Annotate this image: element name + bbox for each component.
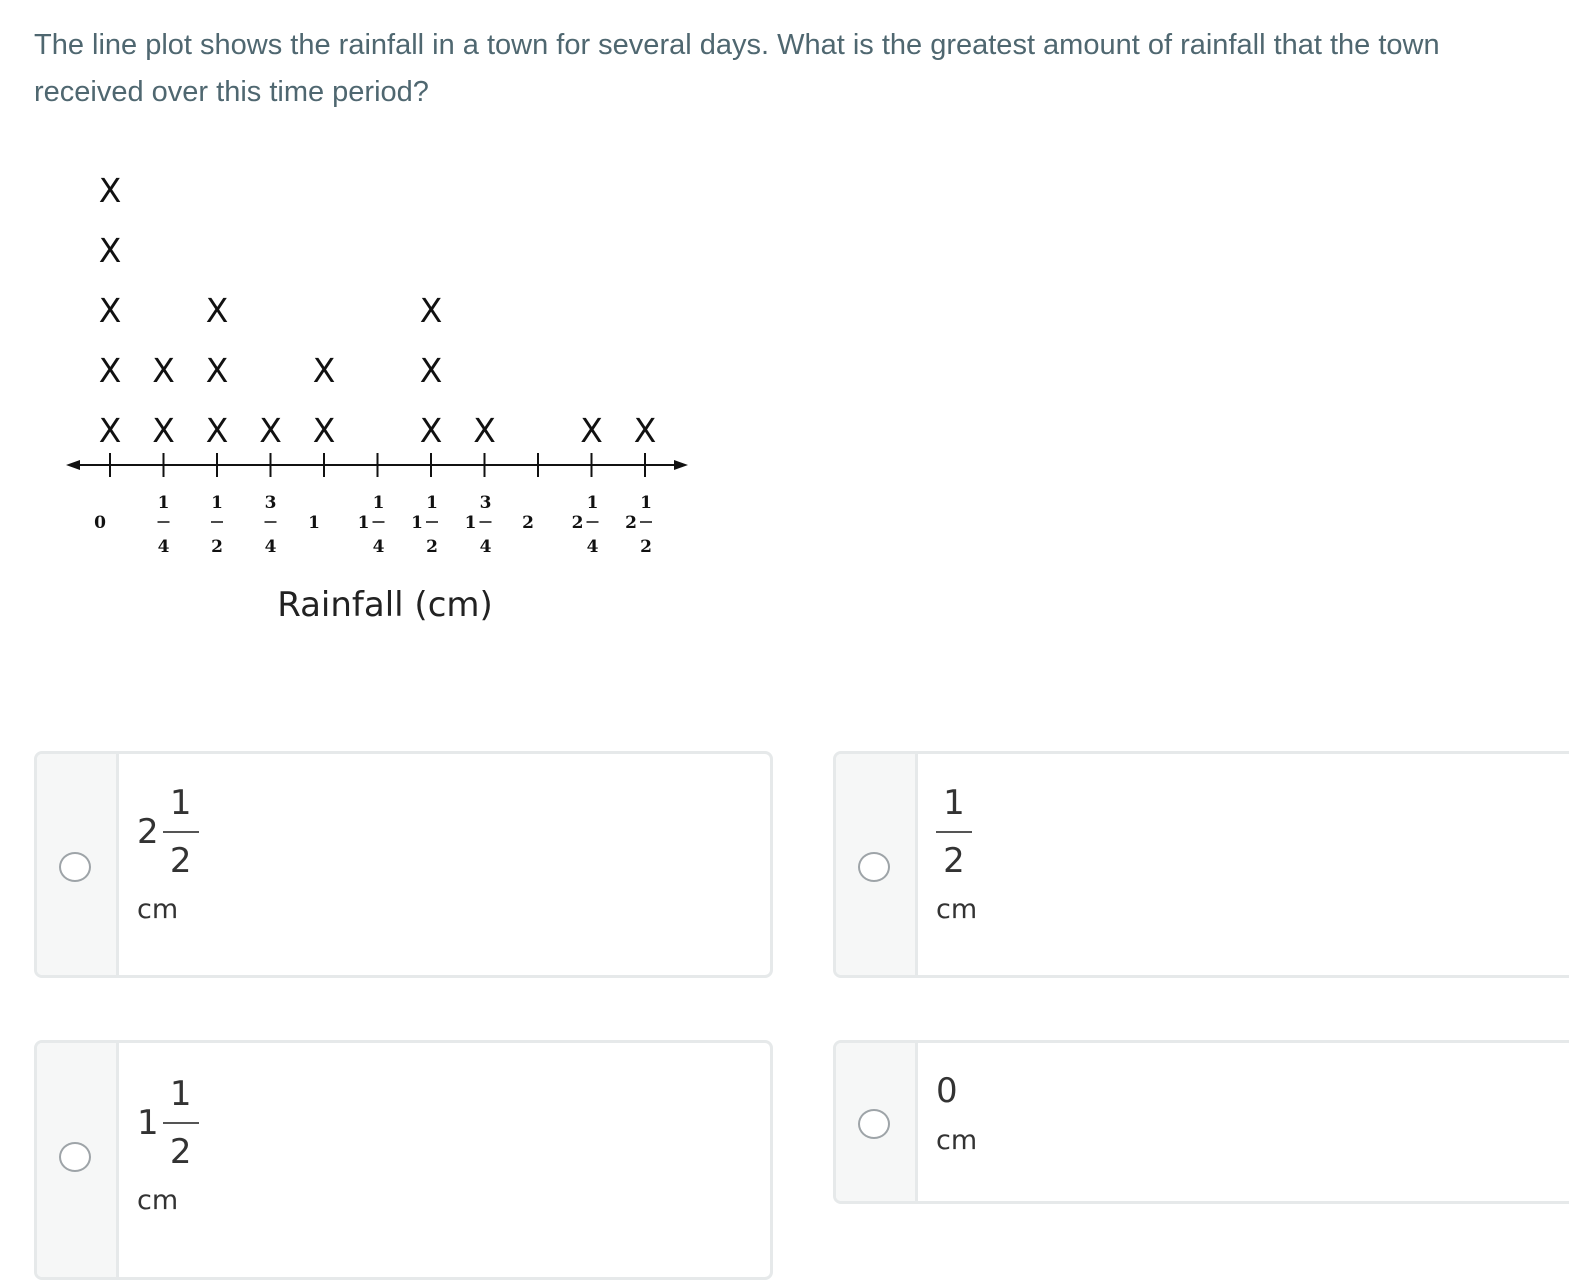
option-a-whole: 2 — [137, 812, 159, 852]
data-mark: X — [473, 411, 496, 450]
tick-label-numerator: 1 — [211, 493, 223, 513]
tick-label-denominator: 4 — [479, 537, 492, 557]
radio-button-c[interactable] — [59, 1142, 91, 1172]
tick-label-numerator: 3 — [479, 493, 492, 513]
tick-label-denominator: 2 — [426, 537, 438, 557]
option-d-value: 0 — [936, 1071, 958, 1111]
option-a-denominator: 2 — [169, 841, 192, 881]
tick-label: 2 — [522, 513, 534, 533]
radio-button-a[interactable] — [59, 852, 91, 882]
data-mark: X — [419, 291, 443, 330]
tick-label-whole: 1 — [357, 513, 370, 533]
tick-label-numerator: 1 — [372, 493, 385, 513]
radio-column — [37, 1043, 119, 1277]
data-mark: X — [98, 351, 122, 390]
tick-label-denominator: 4 — [264, 537, 277, 557]
option-c-unit: cm — [137, 1185, 179, 1216]
right-arrow-icon — [674, 460, 688, 470]
tick-label-numerator: 1 — [426, 493, 438, 513]
tick-label-denominator: 4 — [157, 537, 170, 557]
fraction-bar — [163, 831, 199, 833]
radio-column — [836, 754, 918, 975]
option-b-unit: cm — [936, 894, 978, 925]
answer-option-d[interactable] — [833, 1040, 1569, 1204]
data-mark: X — [312, 411, 336, 450]
tick-label-numerator: 3 — [264, 493, 277, 513]
line-plot — [60, 165, 710, 635]
data-mark: X — [205, 351, 229, 390]
line-plot-svg — [60, 165, 710, 585]
radio-button-d[interactable] — [858, 1109, 890, 1139]
option-b-denominator: 2 — [943, 841, 965, 881]
option-a-numerator: 1 — [169, 783, 192, 823]
answer-option-c[interactable] — [34, 1040, 773, 1280]
option-a-fraction — [163, 783, 199, 881]
data-mark: X — [633, 411, 657, 450]
tick-label-whole: 2 — [571, 513, 584, 533]
option-b-numerator: 1 — [943, 783, 965, 823]
tick-label-denominator: 4 — [372, 537, 385, 557]
radio-column — [836, 1043, 918, 1201]
option-c-numerator: 1 — [169, 1074, 192, 1114]
data-mark: X — [205, 411, 229, 450]
data-mark: X — [98, 411, 122, 450]
option-c-denominator: 2 — [169, 1132, 192, 1172]
answer-option-a[interactable] — [34, 751, 773, 978]
option-b-value — [936, 782, 977, 882]
tick-label-numerator: 1 — [586, 493, 599, 513]
tick-label-numerator: 1 — [157, 493, 170, 513]
x-axis-title: Rainfall (cm) — [277, 585, 493, 625]
option-d-unit: cm — [936, 1125, 978, 1156]
option-a-unit: cm — [137, 894, 179, 925]
data-mark: X — [580, 411, 603, 450]
tick-label-whole: 1 — [411, 513, 423, 533]
data-mark: X — [419, 351, 443, 390]
tick-label-denominator: 2 — [211, 537, 223, 557]
option-c-fraction — [163, 1074, 199, 1172]
question-text: The line plot shows the rainfall in a town for several days. What is the greatest amount of rainfall that the town received over this time period? — [34, 29, 1440, 108]
fraction-bar — [163, 1122, 199, 1124]
data-mark: X — [312, 351, 336, 390]
option-c-value — [137, 1073, 199, 1173]
data-mark: X — [152, 351, 175, 390]
tick-label-numerator: 1 — [640, 493, 652, 513]
option-a-value — [137, 782, 199, 882]
tick-label: 1 — [308, 513, 320, 533]
left-arrow-icon — [66, 460, 80, 470]
fraction-bar — [936, 831, 972, 833]
data-mark: X — [98, 231, 122, 270]
tick-label-whole: 2 — [625, 513, 637, 533]
data-mark: X — [98, 291, 122, 330]
data-mark: X — [98, 171, 122, 210]
data-mark: X — [205, 291, 229, 330]
option-b-fraction — [936, 783, 972, 881]
answer-option-b[interactable] — [833, 751, 1569, 978]
radio-button-b[interactable] — [858, 852, 890, 882]
data-mark: X — [259, 411, 282, 450]
radio-column — [37, 754, 119, 975]
option-c-whole: 1 — [137, 1103, 159, 1143]
tick-label: 0 — [94, 513, 106, 533]
tick-label-whole: 1 — [464, 513, 477, 533]
data-mark: X — [419, 411, 443, 450]
data-mark: X — [152, 411, 175, 450]
tick-label-denominator: 2 — [640, 537, 652, 557]
tick-label-denominator: 4 — [586, 537, 599, 557]
